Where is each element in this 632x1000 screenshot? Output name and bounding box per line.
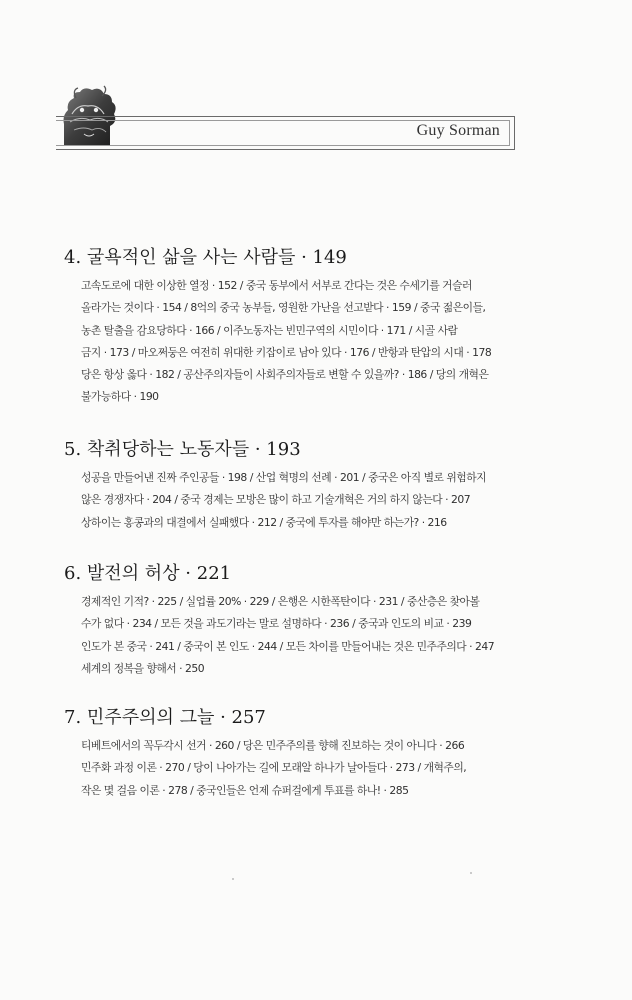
toc-section-4 [64,245,534,409]
section-entries [81,467,534,534]
toc-entry-line: 경제적인 기적? · 225 / 실업률 20% · 229 / 은행은 시한폭탄이다 · 231 / 중산층은 찾아볼 [81,595,480,608]
toc-entry-line: 상하이는 홍콩과의 대결에서 실패했다 · 212 / 중국에 투자를 해야만 하는가? · 216 [81,515,447,529]
section-title [64,437,534,463]
toc-entry-line: 수가 없다 · 234 / 모든 것을 과도기라는 말로 설명하다 · 236 / 중국과 인도의 비교 · 239 [81,617,472,631]
section-title [64,561,534,587]
toc-entry-line: 올라가는 것이다 · 154 / 8억의 중국 농부들, 영원한 가난을 선고받다 · 159 / 중국 젊은이들, [81,301,486,315]
section-number: 7. [64,707,82,728]
toc-entry-line: 않은 경쟁자다 · 204 / 중국 경제는 모방은 많이 하고 기술개혁은 거의 하지 않는다 · 207 [81,493,471,507]
toc-entry-line: 고속도로에 대한 이상한 열정 · 152 / 중국 동부에서 서부로 간다는 것은 수세기를 거슬러 [81,279,472,292]
toc-entry-line: 작은 몇 걸음 이론 · 278 / 중국인들은 언제 슈퍼걸에게 투표를 하나! · 285 [81,783,409,797]
section-entries [81,735,534,802]
toc-section-6 [64,561,534,680]
toc-entry-line: 인도가 본 중국 · 241 / 중국이 본 인도 · 244 / 모든 차이를 만들어내는 것은 민주주의다 · 247 [81,639,495,653]
section-heading: 굴욕적인 삶을 사는 사람들 · 149 [86,247,347,268]
toc-entry-line: 성공을 만들어낸 진짜 주인공들 · 198 / 산업 혁명의 선례 · 201 / 중국은 아직 별로 위험하지 [81,471,487,484]
section-heading: 착취당하는 노동자들 · 193 [86,439,301,460]
section-heading: 민주주의의 그늘 · 257 [86,707,266,728]
toc-entry-line: 세계의 정복을 향해서 · 250 [81,661,205,675]
section-entries [81,275,534,409]
section-number: 5. [64,439,82,460]
running-header [56,116,515,150]
section-number: 6. [64,563,82,584]
toc-entry-line: 금지 · 173 / 마오쩌둥은 여전히 위대한 키잡이로 남아 있다 · 176 / 반항과 탄압의 시대 · 178 [81,345,492,359]
section-title [64,245,534,271]
toc-section-5 [64,437,534,534]
section-title [64,705,534,731]
paper-speck [470,872,472,874]
toc-entry-line: 농촌 탈출을 감요당하다 · 166 / 이주노동자는 빈민구역의 시민이다 · 171 / 시골 사람 [81,323,458,337]
section-number: 4. [64,247,82,268]
author-name: Guy Sorman [416,122,500,139]
section-heading: 발전의 허상 · 221 [86,563,232,584]
section-entries [81,591,534,680]
toc-section-7 [64,705,534,802]
toc-entry-line: 티베트에서의 꼭두각시 선거 · 260 / 당은 민주주의를 향해 진보하는 것이 아니다 · 266 [81,739,465,752]
toc-entry-line: 민주화 과정 이론 · 270 / 당이 나아가는 길에 모래알 하나가 날아들다 · 273 / 개혁주의, [81,761,467,775]
toc-entry-line: 당은 항상 옳다 · 182 / 공산주의자들이 사회주의자들로 변할 수 있을까? · 186 / 당의 개혁은 [81,368,489,382]
paper-speck [232,878,234,880]
toc-entry-line: 불가능하다 · 190 [81,390,159,404]
